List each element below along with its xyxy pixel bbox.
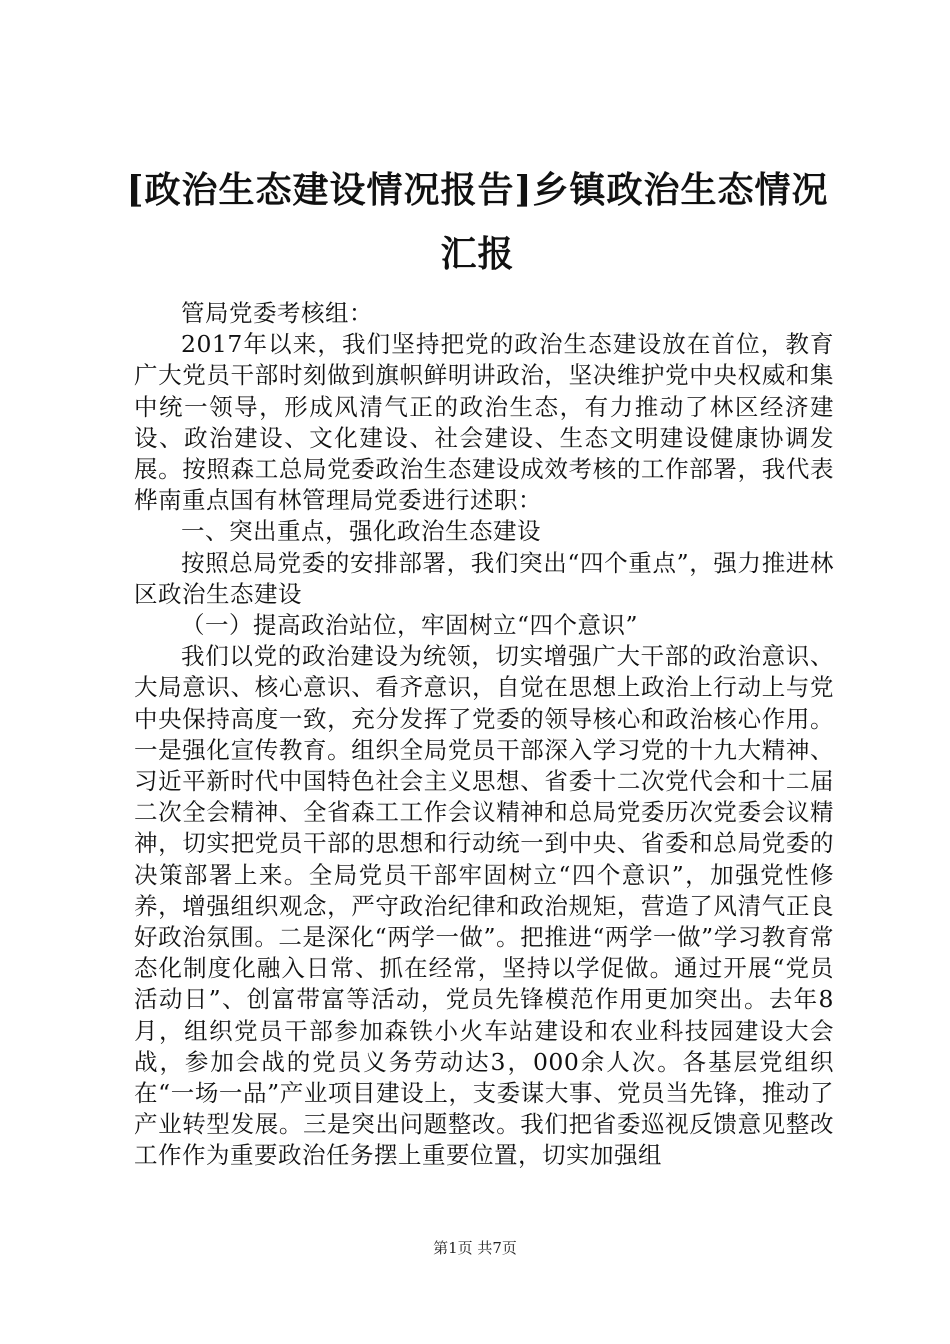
page-footer: 第1页 共7页 [433,1239,517,1257]
section-intro-paragraph: 按照总局党委的安排部署，我们突出“四个重点”，强力推进林区政治生态建设 [134,548,834,608]
document-title: [政治生态建设情况报告]乡镇政治生态情况汇报 [126,169,829,275]
salutation: 管局党委考核组： [181,299,373,327]
document-body [134,298,834,1172]
subsection-heading: （一）提高政治站位，牢固树立“四个意识” [181,611,639,640]
section-heading: 一、突出重点，强化政治生态建设 [181,517,541,546]
intro-paragraph: 2017年以来，我们坚持把党的政治生态建设放在首位，教育广大党员干部时刻做到旗帜鲜明讲政治，坚决维护党中央权威和集中统一领导，形成风清气正的政治生态，有力推动了林区经济建设、政治建设、文化建设、社会建设、生态文明建设健康协调发展。按照森工总局党委政治生态建设成效考核的工作部署，我代表桦南重点国有林管理局党委进行述职： [134,330,834,515]
body-paragraph: 我们以党的政治建设为统领，切实增强广大干部的政治意识、大局意识、核心意识、看齐意识，自觉在思想上政治上行动上与党中央保持高度一致，充分发挥了党委的领导核心和政治核心作用。一是强化宣传教育。组织全局党员干部深入学习党的十九大精神、习近平新时代中国特色社会主义思想、省委十二次党代会和十二届二次全会精神、全省森工工作会议精神和总局党委历次党委会议精神，切实把党员干部的思想和行动统一到中央、省委和总局党委的决策部署上来。全局党员干部牢固树立“四个意识”，加强党性修养，增强组织观念，严守政治纪律和政治规矩，营造了风清气正良好政治氛围。二是深化“两学一做”。把推进“两学一做”学习教育常态化制度化融入日常、抓在经常，坚持以学促做。通过开展“党员活动日”、创富带富等活动，党员先锋模范作用更加突出。去年8月，组织党员干部参加森铁小火车站建设和农业科技园建设大会战，参加会战的党员义务劳动达3，000余人次。各基层党组织在“一场一品”产业项目建设上，支委谋大事、党员当先锋，推动了产业转型发展。三是突出问题整改。我们把省委巡视反馈意见整改工作作为重要政治任务摆上重要位置，切实加强组 [134,642,834,1170]
